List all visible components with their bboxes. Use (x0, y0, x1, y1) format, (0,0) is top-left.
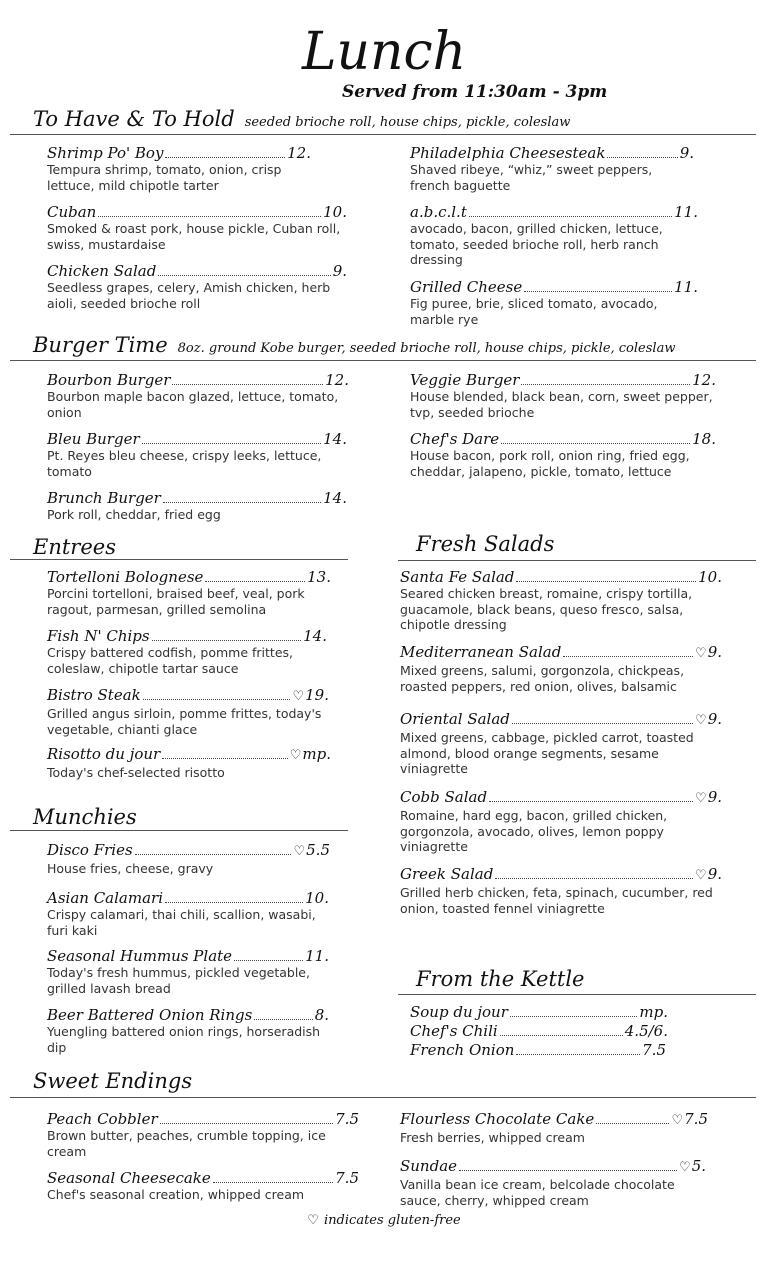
item-price: 7.5 (335, 1110, 359, 1128)
item-name: Philadelphia Cheesesteak (410, 144, 606, 162)
menu-item (410, 144, 694, 193)
item-description: Mixed greens, salumi, gorgonzola, chickpeas, roasted peppers, red onion, olives, balsamic (400, 663, 685, 694)
item-description: Bourbon maple bacon glazed, lettuce, tomato, onion (47, 389, 339, 420)
menu-item (410, 371, 716, 420)
menu-item (400, 788, 722, 855)
menu-item (47, 686, 329, 737)
item-description: Grilled angus sirloin, pomme frittes, today's vegetable, chianti glace (47, 706, 322, 737)
item-price: mp. (639, 1003, 668, 1021)
section-entrees: Entrees (33, 535, 116, 559)
item-price: 10. (698, 568, 722, 586)
item-description: Crispy battered codfish, pomme frittes, coleslaw, chipotle tartar sauce (47, 645, 294, 676)
item-price: 7.5 (335, 1169, 359, 1187)
item-description: Porcini tortelloni, braised beef, veal, pork ragout, parmesan, grilled semolina (47, 586, 305, 617)
legend-text: indicates gluten-free (324, 1213, 461, 1228)
served-hours: Served from 11:30am - 3pm (342, 82, 608, 102)
menu-item (47, 841, 330, 877)
item-description: Pork roll, cheddar, fried egg (47, 507, 221, 522)
divider (10, 1097, 756, 1098)
item-price: 14. (323, 430, 347, 448)
divider (10, 134, 756, 135)
menu-item (47, 627, 327, 676)
item-description: Smoked & roast pork, house pickle, Cuban roll, swiss, mustardaise (47, 221, 341, 252)
item-name: Soup du jour (410, 1003, 508, 1021)
item-description: Tempura shrimp, tomato, onion, crisp lettuce, mild chipotle tarter (47, 162, 282, 193)
gluten-free-legend (0, 1213, 768, 1228)
item-name: Chef's Dare (410, 430, 500, 448)
item-price: 5.5 (306, 841, 330, 859)
menu-item (47, 371, 349, 420)
item-description: Grilled herb chicken, feta, spinach, cucumber, red onion, toasted fennel viniagrette (400, 885, 713, 916)
menu-item (47, 430, 347, 479)
item-price: 9. (707, 788, 722, 806)
item-name: Bistro Steak (47, 686, 141, 704)
item-name: Fish N' Chips (47, 627, 150, 645)
menu-item (47, 1110, 359, 1159)
item-description: Yuengling battered onion rings, horseradish dip (47, 1024, 321, 1055)
heart-icon: ♡ (292, 689, 305, 704)
item-price: 9. (679, 144, 694, 162)
item-name: French Onion (410, 1041, 515, 1059)
item-name: Chicken Salad (47, 262, 157, 280)
menu-item (47, 1006, 329, 1055)
menu-item (400, 865, 722, 916)
item-price: 9. (707, 643, 722, 661)
menu-item (410, 1041, 666, 1059)
item-description: Mixed greens, cabbage, pickled carrot, toasted almond, blood orange segments, sesame viniagrette (400, 730, 694, 776)
item-description: Crispy calamari, thai chili, scallion, wasabi, furi kaki (47, 907, 316, 938)
menu-item (47, 889, 329, 938)
divider (10, 360, 756, 361)
item-price: 11. (305, 947, 329, 965)
heart-icon: ♡ (695, 646, 707, 661)
item-price: 9. (707, 710, 722, 728)
section-title: To Have & To Hold (33, 107, 235, 131)
item-name: Shrimp Po' Boy (47, 144, 164, 162)
page-title: Lunch (301, 22, 467, 82)
menu-item (47, 568, 331, 617)
item-name: Tortelloni Bolognese (47, 568, 204, 586)
item-description: Seared chicken breast, romaine, crispy tortilla, guacamole, black beans, queso fresco, salsa, chipotle dressing (400, 586, 693, 632)
item-description: Chef's seasonal creation, whipped cream (47, 1187, 305, 1202)
menu-item (400, 643, 722, 694)
menu-item (410, 1003, 668, 1021)
item-price: 11. (674, 203, 698, 221)
item-description: Vanilla bean ice cream, belcolade chocolate sauce, cherry, whipped cream (400, 1177, 675, 1208)
menu-item (47, 489, 347, 523)
item-description: Shaved ribeye, “whiz,” sweet peppers, french baguette (410, 162, 653, 193)
section-note: 8oz. ground Kobe burger, seeded brioche roll, house chips, pickle, coleslaw (177, 341, 676, 356)
heart-icon: ♡ (695, 713, 707, 728)
item-price: 11. (674, 278, 698, 296)
item-description: House fries, cheese, gravy (47, 861, 214, 876)
item-price: 19. (305, 686, 329, 704)
item-name: Oriental Salad (400, 710, 510, 728)
item-name: Asian Calamari (47, 889, 163, 907)
section-burger-time (33, 332, 675, 362)
item-name: Brunch Burger (47, 489, 161, 507)
item-name: Veggie Burger (410, 371, 520, 389)
heart-icon: ♡ (307, 1213, 319, 1228)
menu-item (47, 745, 331, 781)
item-name: Peach Cobbler (47, 1110, 158, 1128)
item-description: Seedless grapes, celery, Amish chicken, herb aioli, seeded brioche roll (47, 280, 331, 311)
item-price: 7.5 (642, 1041, 666, 1059)
divider (10, 830, 348, 831)
item-price: 14. (323, 489, 347, 507)
divider (398, 560, 756, 561)
item-name: a.b.c.l.t (410, 203, 467, 221)
menu-item (410, 430, 716, 479)
item-description: Brown butter, peaches, crumble topping, ice cream (47, 1128, 326, 1159)
heart-icon: ♡ (293, 844, 306, 859)
divider (10, 559, 348, 560)
item-price: 18. (692, 430, 716, 448)
item-description: Today's chef-selected risotto (47, 765, 225, 780)
item-name: Cuban (47, 203, 97, 221)
item-price: 4.5/6. (624, 1022, 668, 1040)
item-description: House blended, black bean, corn, sweet pepper, tvp, seeded brioche (410, 389, 713, 420)
menu-item (400, 1157, 706, 1208)
heart-icon: ♡ (695, 791, 707, 806)
item-name: Bourbon Burger (47, 371, 171, 389)
item-price: 7.5 (684, 1110, 708, 1128)
divider (398, 994, 756, 995)
item-name: Seasonal Cheesecake (47, 1169, 211, 1187)
item-price: 12. (692, 371, 716, 389)
item-price: 12. (325, 371, 349, 389)
item-price: 8. (314, 1006, 329, 1024)
section-from-the-kettle: From the Kettle (416, 967, 585, 991)
heart-icon: ♡ (695, 868, 707, 883)
item-name: Disco Fries (47, 841, 133, 859)
item-description: Pt. Reyes bleu cheese, crispy leeks, lettuce, tomato (47, 448, 322, 479)
item-name: Bleu Burger (47, 430, 140, 448)
item-price: mp. (302, 745, 331, 763)
item-description: Romaine, hard egg, bacon, grilled chicken, gorgonzola, avocado, olives, lemon poppy viniagrette (400, 808, 668, 854)
menu-item (400, 568, 722, 633)
item-name: Mediterranean Salad (400, 643, 562, 661)
item-name: Sundae (400, 1157, 458, 1175)
item-description: House bacon, pork roll, onion ring, fried egg, cheddar, jalapeno, pickle, tomato, lettuce (410, 448, 690, 479)
item-name: Grilled Cheese (410, 278, 523, 296)
menu-item (400, 1110, 708, 1146)
item-price: 9. (332, 262, 347, 280)
item-name: Chef's Chili (410, 1022, 498, 1040)
menu-item (47, 947, 329, 996)
item-description: Fresh berries, whipped cream (400, 1130, 585, 1145)
section-munchies: Munchies (33, 805, 137, 829)
item-description: Today's fresh hummus, pickled vegetable, grilled lavash bread (47, 965, 310, 996)
item-name: Risotto du jour (47, 745, 161, 763)
section-sweet-endings: Sweet Endings (33, 1069, 193, 1093)
item-price: 13. (307, 568, 331, 586)
item-price: 9. (707, 865, 722, 883)
heart-icon: ♡ (671, 1113, 684, 1128)
section-fresh-salads: Fresh Salads (416, 532, 555, 556)
heart-icon: ♡ (289, 748, 302, 763)
menu-item (47, 1169, 359, 1203)
item-name: Cobb Salad (400, 788, 488, 806)
item-price: 10. (323, 203, 347, 221)
item-description: Fig puree, brie, sliced tomato, avocado, marble rye (410, 296, 658, 327)
item-name: Greek Salad (400, 865, 494, 883)
menu-item (410, 278, 698, 327)
item-name: Seasonal Hummus Plate (47, 947, 233, 965)
menu-item (400, 710, 722, 777)
item-name: Flourless Chocolate Cake (400, 1110, 595, 1128)
item-description: avocado, bacon, grilled chicken, lettuce, tomato, seeded brioche roll, herb ranch dressing (410, 221, 663, 267)
menu-item (47, 262, 347, 311)
item-price: 5. (691, 1157, 706, 1175)
section-title: Burger Time (33, 333, 168, 357)
heart-icon: ♡ (679, 1160, 691, 1175)
item-price: 14. (303, 627, 327, 645)
section-note: seeded brioche roll, house chips, pickle, coleslaw (244, 115, 571, 130)
menu-item (47, 144, 311, 193)
menu-item (47, 203, 347, 252)
section-to-have (33, 106, 570, 136)
item-price: 12. (287, 144, 311, 162)
item-name: Santa Fe Salad (400, 568, 515, 586)
item-name: Beer Battered Onion Rings (47, 1006, 253, 1024)
item-price: 10. (305, 889, 329, 907)
menu-item (410, 1022, 668, 1040)
menu-item (410, 203, 698, 268)
